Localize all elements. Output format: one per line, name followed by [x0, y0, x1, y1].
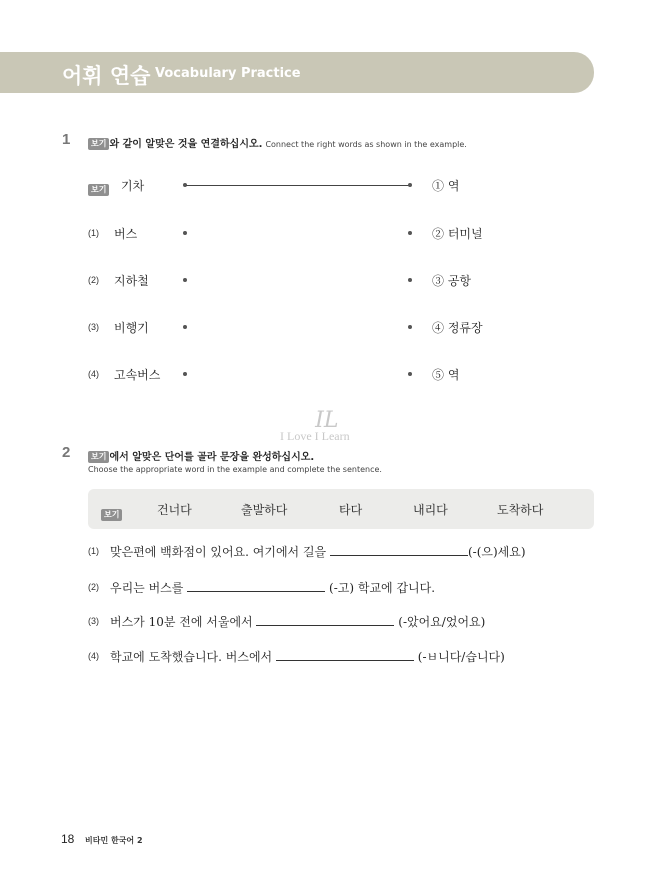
section-2-instruction [88, 448, 314, 463]
example-left-word: 기차 [121, 179, 145, 193]
word-option: 내리다 [413, 503, 448, 517]
example-row-badge [88, 179, 109, 198]
sentence-number: (3) [88, 616, 99, 626]
item-number: (2) [88, 275, 99, 285]
sentence-number: (4) [88, 651, 99, 661]
example-connect-line [186, 185, 409, 186]
example-badge: 보기 [88, 451, 109, 463]
example-badge: 보기 [101, 509, 122, 521]
item-number: (3) [88, 322, 99, 332]
answer-blank[interactable] [187, 581, 325, 592]
sentence-ending: (-았어요/었어요) [398, 615, 486, 629]
match-dot[interactable] [183, 231, 187, 235]
example-badge: 보기 [88, 138, 109, 150]
sentence [110, 648, 505, 665]
watermark-logo: IL [315, 408, 339, 433]
word-option: 도착하다 [497, 503, 544, 517]
sentence-ending: (-(으)세요) [467, 545, 526, 559]
book-title: 비타민 한국어 2 [85, 836, 143, 845]
sentence-text: 우리는 버스를 [110, 581, 184, 595]
answer-blank[interactable] [256, 615, 394, 626]
page-title: 어휘 연습 [62, 64, 151, 88]
right-word: ⑤ 역 [432, 368, 460, 382]
match-dot[interactable] [408, 325, 412, 329]
left-word: 지하철 [114, 274, 149, 288]
section-2-number: 2 [62, 444, 71, 461]
watermark [280, 408, 350, 444]
match-dot[interactable] [408, 231, 412, 235]
page-subtitle: Vocabulary Practice [155, 66, 301, 81]
match-dot[interactable] [183, 278, 187, 282]
match-dot[interactable] [408, 183, 412, 187]
section-1-number: 1 [62, 131, 71, 148]
page-number: 18 [61, 832, 75, 846]
answer-blank[interactable] [276, 650, 414, 661]
sentence-ending: (-고) 학교에 갑니다. [329, 581, 436, 595]
sentence-text: 학교에 도착했습니다. 버스에서 [110, 650, 273, 664]
example-right-word: ① 역 [432, 179, 460, 193]
right-word: ④ 정류장 [432, 321, 483, 335]
right-word: ③ 공항 [432, 274, 471, 288]
word-option: 건너다 [157, 503, 192, 517]
word-option: 출발하다 [241, 503, 288, 517]
word-option: 타다 [339, 503, 363, 517]
section-1-instruction-ko: 와 같이 알맞은 것을 연결하십시오. [109, 139, 263, 150]
sentence [110, 543, 526, 560]
section-2-instruction-en: Choose the appropriate word in the example and complete the sentence. [88, 465, 382, 474]
item-number: (1) [88, 228, 99, 238]
word-bank-badge [101, 504, 122, 523]
match-dot[interactable] [183, 372, 187, 376]
section-1-instruction-en: Connect the right words as shown in the example. [265, 140, 467, 149]
sentence-number: (1) [88, 546, 99, 556]
right-word: ② 터미널 [432, 227, 483, 241]
match-dot[interactable] [408, 372, 412, 376]
left-word: 고속버스 [114, 368, 161, 382]
section-1-instruction [88, 135, 467, 150]
example-badge: 보기 [88, 184, 109, 196]
watermark-text: I Love I Learn [280, 429, 350, 443]
match-dot[interactable] [183, 325, 187, 329]
section-2-instruction-ko: 에서 알맞은 단어를 골라 문장을 완성하십시오. [109, 452, 315, 463]
left-word: 비행기 [114, 321, 149, 335]
sentence [110, 613, 485, 630]
sentence [110, 579, 435, 596]
sentence-number: (2) [88, 582, 99, 592]
item-number: (4) [88, 369, 99, 379]
sentence-ending: (-ㅂ니다/습니다) [417, 650, 505, 664]
sentence-text: 맞은편에 백화점이 있어요. 여기에서 길을 [110, 545, 327, 559]
left-word: 버스 [114, 227, 138, 241]
match-dot[interactable] [408, 278, 412, 282]
sentence-text: 버스가 10분 전에 서울에서 [110, 615, 253, 629]
answer-blank[interactable] [330, 545, 468, 556]
